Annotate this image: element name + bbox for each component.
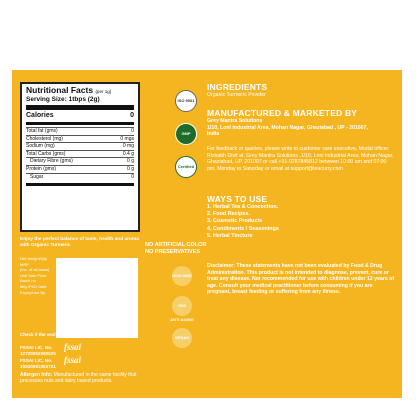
label-panel (12, 70, 402, 398)
nutrient-row: Cholesterol (mg) 0 mgs (26, 135, 134, 142)
serving-size: Serving Size: 1tbps (2g) (26, 96, 100, 103)
nutrient-row: Total Carbs (gms) 0.4 g (26, 150, 134, 157)
list-item: 5. Herbal Tincture (207, 232, 253, 239)
check-seal: Check if the seal is intact before use (20, 332, 106, 338)
ways-heading: WAYS TO USE (207, 194, 268, 204)
nutrient-row: Sodium (mg) 0 mg (26, 143, 134, 150)
iso-certification-icon: ISO 9001 (175, 90, 197, 112)
list-item: 3. Cosmetic Products (207, 218, 263, 225)
gmp-certification-icon: GMP (175, 123, 197, 145)
manufacturer-section: MANUFACTURED & MARKETED BY Grey Mantra Solutions 1/10, Loni Industrial Area, Mohan Nagar, Ghaziabad , UP - 201007, India (207, 108, 395, 138)
no-additives-claims: NO ARTIFICIAL COLOR NO PRESERVATIVES (145, 242, 207, 255)
feedback-text: For feedback or queries, please write to customer care executive, Modal officer, Rishabh Dixit at, Grey Mantra Solutions ,1/10, Loni Industrial Area, Mohan Nagar, Ghaziabad, UP, 201007 or call +91-9287845812 between 10:00 am and 07:00 pm, Monday to Saturday or email at support@teacurry.com (207, 146, 394, 172)
fssai-logo-icon: fssai (64, 355, 82, 365)
nutrient-row: Total fat (gms) 0 (26, 128, 134, 134)
nutrition-facts-table (20, 82, 140, 232)
mrp-labels: Net Weight/Qty. MRP (Inc. of all taxes) Unit Sale Price Batch no. Mfg./PKD Date Expiry/Use By (20, 256, 50, 295)
ingredients-section (207, 82, 395, 99)
disclaimer: Disclaimer: These statements have not been evaluated by Food & Drug Administration. This product is not intended to diagnose, prevent, cure or treat any disease. Not recommended for use with children under 12 years of age. Consult your medical practitioner before consuming if you are pregnant, breast feeding or suffering from any illness. (207, 263, 395, 296)
nutrient-rows (26, 127, 134, 180)
ways-list (207, 204, 395, 240)
ways-to-use-section (207, 194, 395, 240)
mrp-block (20, 256, 140, 344)
nutrient-row: Protein (gms) 0 g (26, 165, 134, 172)
mrp-sticker-area (56, 258, 138, 338)
veg-icon: VEG (172, 296, 192, 316)
ingredients-heading: INGREDIENTS (207, 82, 268, 92)
seal-square-icon (100, 332, 106, 338)
non-gmo-icon: NON GMO (172, 266, 192, 286)
vegan-icon: VEGAN (172, 328, 192, 348)
list-item: 2. Food Recipes. (207, 211, 250, 218)
certified-badge-icon: Certified (175, 156, 197, 178)
allergen-info: Allergen Info: Manufactured in the same facility that processes nuts and dairy based products. (20, 372, 137, 385)
ingredients-text: Organic Turmeric Powder (207, 92, 266, 98)
tagline: Enjoy the perfect balance of taste, health and aroma with Organic Turmeric (20, 237, 139, 248)
fssai-logo-icon: fssai (64, 342, 82, 352)
nutrient-row: Dietary Fibre (gms) 0 g (26, 157, 134, 165)
manufacturer-heading: MANUFACTURED & MARKETED BY (207, 108, 358, 118)
fssai-license-1: FSSAI LIC. No. 12720052000025 (20, 345, 56, 356)
calories-row: Calories 0 (26, 112, 134, 119)
nutrition-title: Nutritional Facts (per 1g) (26, 85, 112, 95)
list-item: 4. Condiments / Seasonings (207, 225, 279, 232)
list-item: 1. Herbal Tea & Concoction. (207, 204, 279, 210)
nutrient-row: Sugar 0 (26, 173, 134, 181)
anti-aging-label: ANTI AGING (170, 317, 194, 322)
fssai-license-2: FSSAI LIC. No. 10020051003721 (20, 358, 56, 369)
